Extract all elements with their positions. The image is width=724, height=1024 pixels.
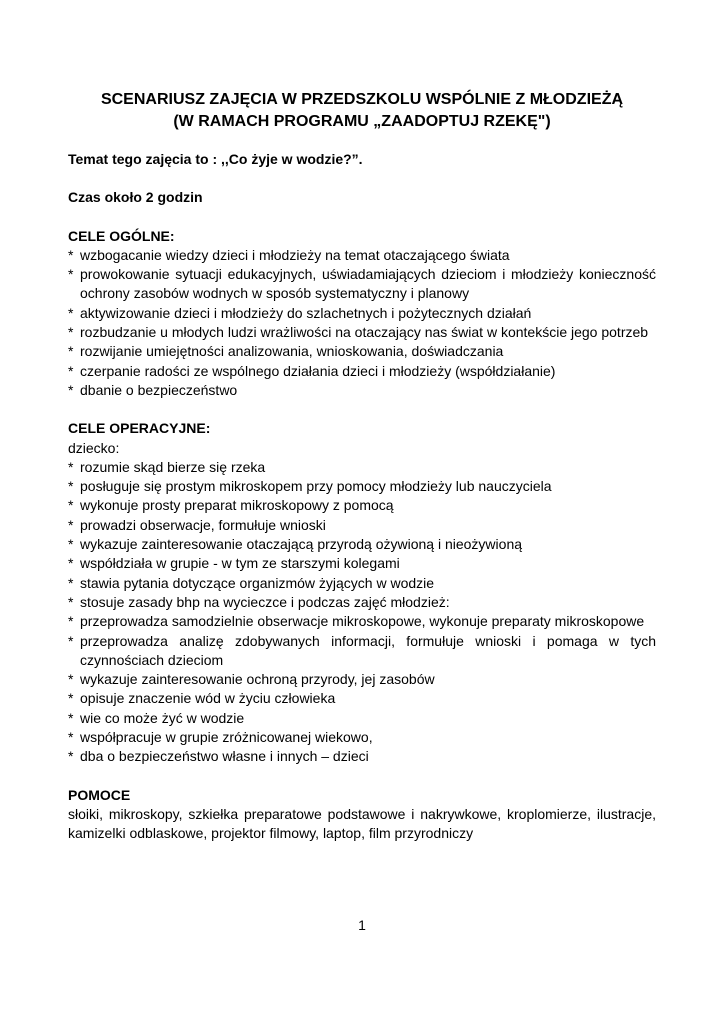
list-item: * współpracuje w grupie zróżnicowanej wiekowo, (68, 728, 656, 747)
list-item: * rozumie skąd bierze się rzeka (68, 458, 656, 477)
list-item: * stosuje zasady bhp na wycieczce i podczas zajęć młodzież: (68, 593, 656, 612)
list-item: * dbanie o bezpieczeństwo (68, 381, 656, 400)
list-item: * dba o bezpieczeństwo własne i innych – dzieci (68, 747, 656, 766)
list-item: * rozbudzanie u młodych ludzi wrażliwości na otaczający nas świat w kontekście jego potrzeb (68, 323, 656, 342)
operational-goals-intro: dziecko: (68, 439, 120, 456)
topic-line: Temat tego zajęcia to : ,,Co żyje w wodzie?”. (68, 151, 363, 167)
list-item: * stawia pytania dotyczące organizmów żyjących w wodzie (68, 574, 656, 593)
list-item: * opisuje znaczenie wód w życiu człowieka (68, 689, 656, 708)
list-item: * rozwijanie umiejętności analizowania, wnioskowania, doświadczania (68, 342, 656, 361)
list-item: * wykazuje zainteresowanie otaczającą przyrodą ożywioną i nieożywioną (68, 535, 656, 554)
list-item: * czerpanie radości ze wspólnego działania dzieci i młodzieży (współdziałanie) (68, 362, 656, 381)
operational-goals-heading: CELE OPERACYJNE: (68, 420, 211, 437)
document-title-line-1: SCENARIUSZ ZAJĘCIA W PRZEDSZKOLU WSPÓLNIE Z MŁODZIEŻĄ (100, 91, 624, 108)
general-goals-heading: CELE OGÓLNE: (68, 227, 175, 244)
list-item: * wykazuje zainteresowanie ochroną przyrody, jej zasobów (68, 670, 656, 689)
document-body (68, 150, 656, 844)
list-item: * przeprowadza samodzielnie obserwacje mikroskopowe, wykonuje preparaty mikroskopowe (68, 612, 656, 631)
list-item: * współdziała w grupie - w tym ze starszymi kolegami (68, 554, 656, 573)
list-item: * prowokowanie sytuacji edukacyjnych, uświadamiających dzieciom i młodzieży konieczność ochrony zasobów wodnych w sposób systematyczny i planowy (68, 265, 656, 304)
operational-goals-list (68, 458, 656, 767)
list-item: * aktywizowanie dzieci i młodzieży do szlachetnych i pożytecznych działań (68, 304, 656, 323)
document-title-line-2: (W RAMACH PROGRAMU „ZAADOPTUJ RZEKĘ") (173, 113, 551, 130)
duration-line: Czas około 2 godzin (68, 189, 203, 206)
aids-text: słoiki, mikroskopy, szkiełka preparatowe podstawowe i nakrywkowe, kroplomierze, ilustracje, kamizelki odblaskowe, projektor filmowy, laptop, film przyrodniczy (68, 805, 656, 842)
page-number: 1 (358, 917, 366, 933)
list-item: * posługuje się prostym mikroskopem przy pomocy młodzieży lub nauczyciela (68, 477, 656, 496)
list-item: * wie co może żyć w wodzie (68, 709, 656, 728)
general-goals-list (68, 246, 656, 400)
aids-heading: POMOCE (68, 786, 131, 803)
list-item: * wzbogacanie wiedzy dzieci i młodzieży na temat otaczającego świata (68, 246, 656, 265)
list-item: * prowadzi obserwacje, formułuje wnioski (68, 516, 656, 535)
list-item: * przeprowadza analizę zdobywanych informacji, formułuje wnioski i pomaga w tych czynnościach dzieciom (68, 632, 656, 671)
list-item: * wykonuje prosty preparat mikroskopowy z pomocą (68, 496, 656, 515)
